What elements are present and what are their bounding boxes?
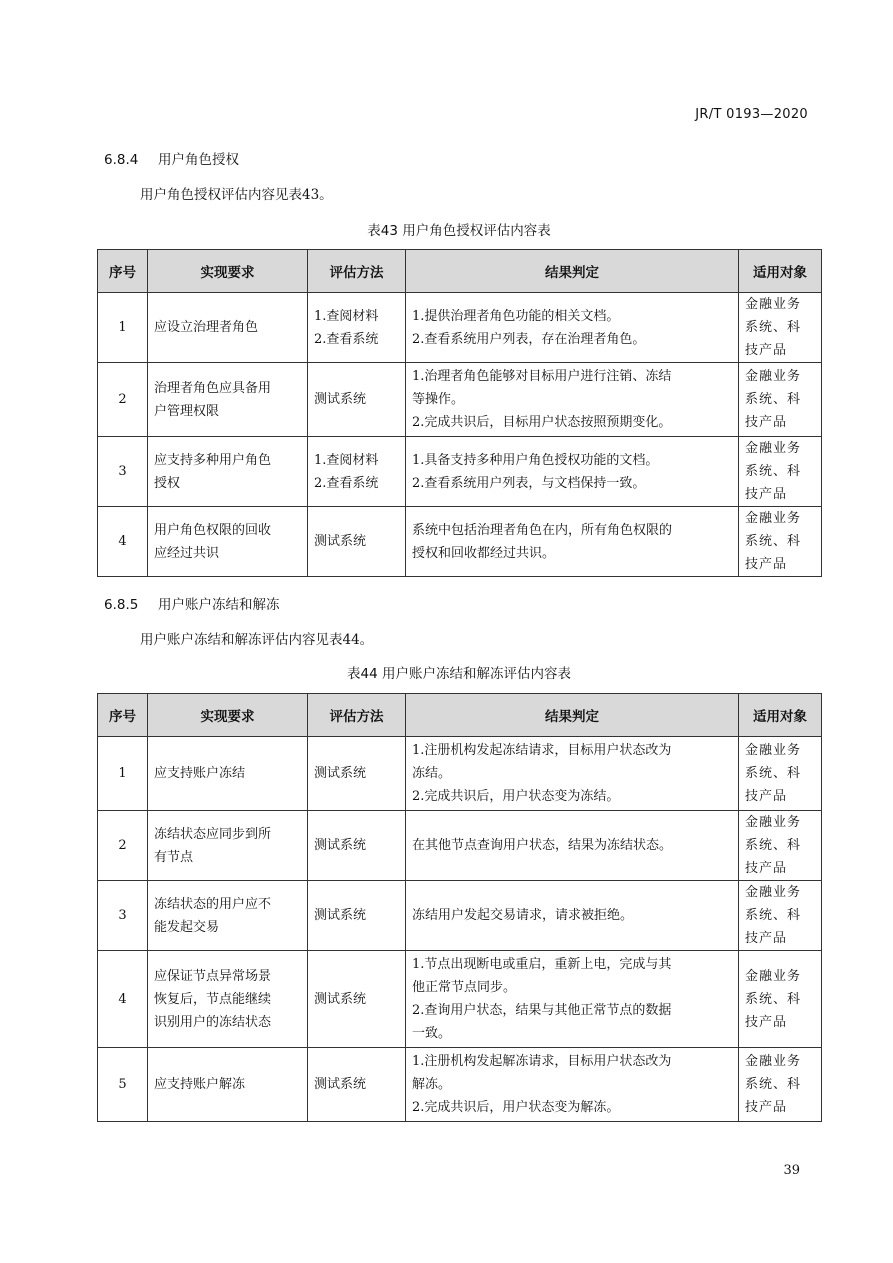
cell-line: 1.提供治理者角色功能的相关文档。	[412, 308, 620, 324]
table-44	[97, 693, 822, 1122]
table-row	[98, 881, 822, 951]
cell-line: 2.查看系统	[314, 475, 379, 491]
cell-number: 3	[98, 881, 148, 951]
cell-line: 授权	[154, 475, 181, 491]
cell-result	[406, 737, 739, 811]
section-heading-6-8-5	[104, 593, 280, 613]
cell-line: 系统、科	[745, 320, 802, 335]
section-intro-6-8-5: 用户账户冻结和解冻评估内容见表44。	[140, 632, 374, 648]
cell-line: 测试系统	[314, 1077, 367, 1092]
page-number: 39	[783, 1163, 800, 1178]
cell-line: 户管理权限	[154, 403, 220, 419]
cell-line: 技产品	[745, 1014, 788, 1030]
cell-line: 应支持多种用户角色	[154, 452, 272, 468]
cell-method	[308, 951, 406, 1048]
cell-line: 技产品	[745, 1100, 788, 1115]
cell-line: 技产品	[745, 487, 788, 502]
table-header-row	[98, 694, 822, 737]
section-heading-6-8-4	[104, 148, 239, 168]
cell-line: 测试系统	[314, 534, 367, 549]
cell-requirement	[148, 951, 308, 1048]
column-header: 实现要求	[148, 694, 308, 737]
cell-requirement	[148, 363, 308, 437]
cell-line: 2.查看系统	[314, 331, 379, 347]
cell-line: 技产品	[745, 789, 788, 804]
cell-requirement	[148, 507, 308, 577]
cell-line: 2.查看系统用户列表，与文档保持一致。	[412, 475, 646, 491]
column-header: 结果判定	[406, 250, 739, 293]
table-row	[98, 507, 822, 577]
cell-target	[739, 951, 822, 1048]
cell-line: 1.查阅材料	[314, 308, 379, 324]
cell-number: 1	[98, 293, 148, 363]
table-row	[98, 737, 822, 811]
cell-method	[308, 293, 406, 363]
cell-line: 系统、科	[745, 838, 802, 853]
column-header: 适用对象	[739, 250, 822, 293]
cell-method	[308, 881, 406, 951]
cell-line: 1.节点出现断电或重启，重新上电，完成与其	[412, 957, 672, 972]
cell-target	[739, 881, 822, 951]
cell-line: 恢复后，节点能继续	[154, 991, 272, 1007]
cell-line: 金融业务	[745, 297, 802, 312]
cell-requirement	[148, 881, 308, 951]
table-row	[98, 363, 822, 437]
cell-line: 金融业务	[745, 885, 802, 900]
column-header: 适用对象	[739, 694, 822, 737]
table-row	[98, 437, 822, 507]
cell-line: 一致。	[412, 1026, 452, 1041]
cell-line: 测试系统	[314, 908, 367, 923]
cell-method	[308, 507, 406, 577]
cell-line: 应支持账户冻结	[154, 766, 246, 781]
cell-target	[739, 1048, 822, 1122]
cell-number: 2	[98, 811, 148, 881]
cell-number: 5	[98, 1048, 148, 1122]
cell-line: 技产品	[745, 343, 788, 358]
section-number: 6.8.4	[104, 152, 139, 168]
column-header: 结果判定	[406, 694, 739, 737]
cell-line: 应设立治理者角色	[154, 320, 259, 335]
column-header: 序号	[98, 250, 148, 293]
cell-target	[739, 811, 822, 881]
cell-target	[739, 737, 822, 811]
cell-line: 系统、科	[745, 908, 802, 923]
cell-line: 系统、科	[745, 392, 802, 407]
cell-line: 应支持账户解冻	[154, 1077, 246, 1092]
table-row	[98, 1048, 822, 1122]
cell-line: 系统、科	[745, 766, 802, 781]
cell-line: 测试系统	[314, 392, 367, 407]
column-header: 评估方法	[308, 694, 406, 737]
cell-line: 技产品	[745, 415, 788, 430]
cell-number: 1	[98, 737, 148, 811]
cell-requirement	[148, 737, 308, 811]
cell-line: 在其他节点查询用户状态，结果为冻结状态。	[412, 838, 673, 853]
cell-line: 等操作。	[412, 392, 465, 407]
cell-line: 系统、科	[745, 534, 802, 549]
cell-requirement	[148, 437, 308, 507]
table-44-caption: 表44 用户账户冻结和解冻评估内容表	[347, 666, 571, 682]
cell-line: 解冻。	[412, 1077, 452, 1092]
cell-result	[406, 363, 739, 437]
cell-method	[308, 811, 406, 881]
table-header-row	[98, 250, 822, 293]
table-row	[98, 811, 822, 881]
table-row	[98, 293, 822, 363]
cell-requirement	[148, 1048, 308, 1122]
cell-line: 金融业务	[745, 441, 802, 456]
cell-number: 2	[98, 363, 148, 437]
table-43	[97, 249, 822, 577]
cell-line: 应保证节点异常场景	[154, 968, 272, 984]
cell-line: 金融业务	[745, 511, 802, 526]
cell-line: 测试系统	[314, 766, 367, 781]
cell-line: 2.完成共识后，用户状态变为解冻。	[412, 1100, 620, 1115]
cell-line: 技产品	[745, 931, 788, 946]
section-title: 用户角色授权	[158, 152, 239, 168]
cell-line: 1.查阅材料	[314, 452, 379, 468]
cell-line: 2.完成共识后，用户状态变为冻结。	[412, 789, 620, 804]
cell-line: 1.具备支持多种用户角色授权功能的文档。	[412, 452, 659, 468]
cell-line: 测试系统	[314, 991, 367, 1007]
cell-method	[308, 363, 406, 437]
cell-line: 金融业务	[745, 968, 802, 984]
cell-method	[308, 437, 406, 507]
cell-target	[739, 437, 822, 507]
section-intro-6-8-4: 用户角色授权评估内容见表43。	[140, 187, 333, 203]
cell-number: 3	[98, 437, 148, 507]
cell-line: 能发起交易	[154, 919, 220, 935]
cell-result	[406, 437, 739, 507]
cell-line: 2.查看系统用户列表，存在治理者角色。	[412, 331, 646, 347]
section-title: 用户账户冻结和解冻	[158, 597, 280, 613]
cell-line: 技产品	[745, 861, 788, 876]
cell-line: 2.完成共识后，目标用户状态按照预期变化。	[412, 415, 672, 430]
cell-line: 冻结用户发起交易请求，请求被拒绝。	[412, 908, 634, 923]
cell-line: 系统、科	[745, 991, 802, 1007]
cell-result	[406, 881, 739, 951]
cell-target	[739, 293, 822, 363]
cell-requirement	[148, 293, 308, 363]
cell-line: 2.查询用户状态，结果与其他正常节点的数据	[412, 1003, 672, 1018]
cell-line: 应经过共识	[154, 545, 220, 561]
table-body	[98, 737, 822, 1122]
table-43-caption: 表43 用户角色授权评估内容表	[367, 223, 551, 239]
column-header: 序号	[98, 694, 148, 737]
cell-requirement	[148, 811, 308, 881]
cell-line: 有节点	[154, 849, 194, 865]
cell-result	[406, 811, 739, 881]
cell-number: 4	[98, 507, 148, 577]
cell-line: 用户角色权限的回收	[154, 522, 272, 538]
cell-line: 1.注册机构发起解冻请求，目标用户状态改为	[412, 1054, 672, 1069]
document-code: JR/T 0193—2020	[695, 107, 808, 122]
cell-line: 他正常节点同步。	[412, 980, 517, 995]
cell-line: 冻结状态应同步到所	[154, 826, 272, 842]
cell-result	[406, 951, 739, 1048]
cell-line: 治理者角色应具备用	[154, 380, 272, 396]
cell-line: 金融业务	[745, 743, 802, 758]
cell-result	[406, 293, 739, 363]
column-header: 评估方法	[308, 250, 406, 293]
cell-line: 金融业务	[745, 815, 802, 830]
cell-number: 4	[98, 951, 148, 1048]
cell-line: 1.注册机构发起冻结请求，目标用户状态改为	[412, 743, 672, 758]
section-number: 6.8.5	[104, 597, 139, 613]
column-header: 实现要求	[148, 250, 308, 293]
cell-result	[406, 507, 739, 577]
cell-line: 技产品	[745, 557, 788, 572]
cell-line: 系统、科	[745, 464, 802, 479]
cell-line: 金融业务	[745, 369, 802, 384]
cell-line: 测试系统	[314, 838, 367, 853]
cell-line: 金融业务	[745, 1054, 802, 1069]
table-body	[98, 293, 822, 577]
table-row	[98, 951, 822, 1048]
cell-method	[308, 737, 406, 811]
cell-result	[406, 1048, 739, 1122]
cell-line: 冻结状态的用户应不	[154, 896, 272, 912]
cell-line: 系统、科	[745, 1077, 802, 1092]
cell-line: 系统中包括治理者角色在内，所有角色权限的	[412, 522, 673, 538]
cell-line: 识别用户的冻结状态	[154, 1014, 272, 1030]
cell-target	[739, 363, 822, 437]
cell-target	[739, 507, 822, 577]
cell-method	[308, 1048, 406, 1122]
cell-line: 授权和回收都经过共识。	[412, 545, 556, 561]
cell-line: 1.治理者角色能够对目标用户进行注销、冻结	[412, 369, 672, 384]
cell-line: 冻结。	[412, 766, 452, 781]
